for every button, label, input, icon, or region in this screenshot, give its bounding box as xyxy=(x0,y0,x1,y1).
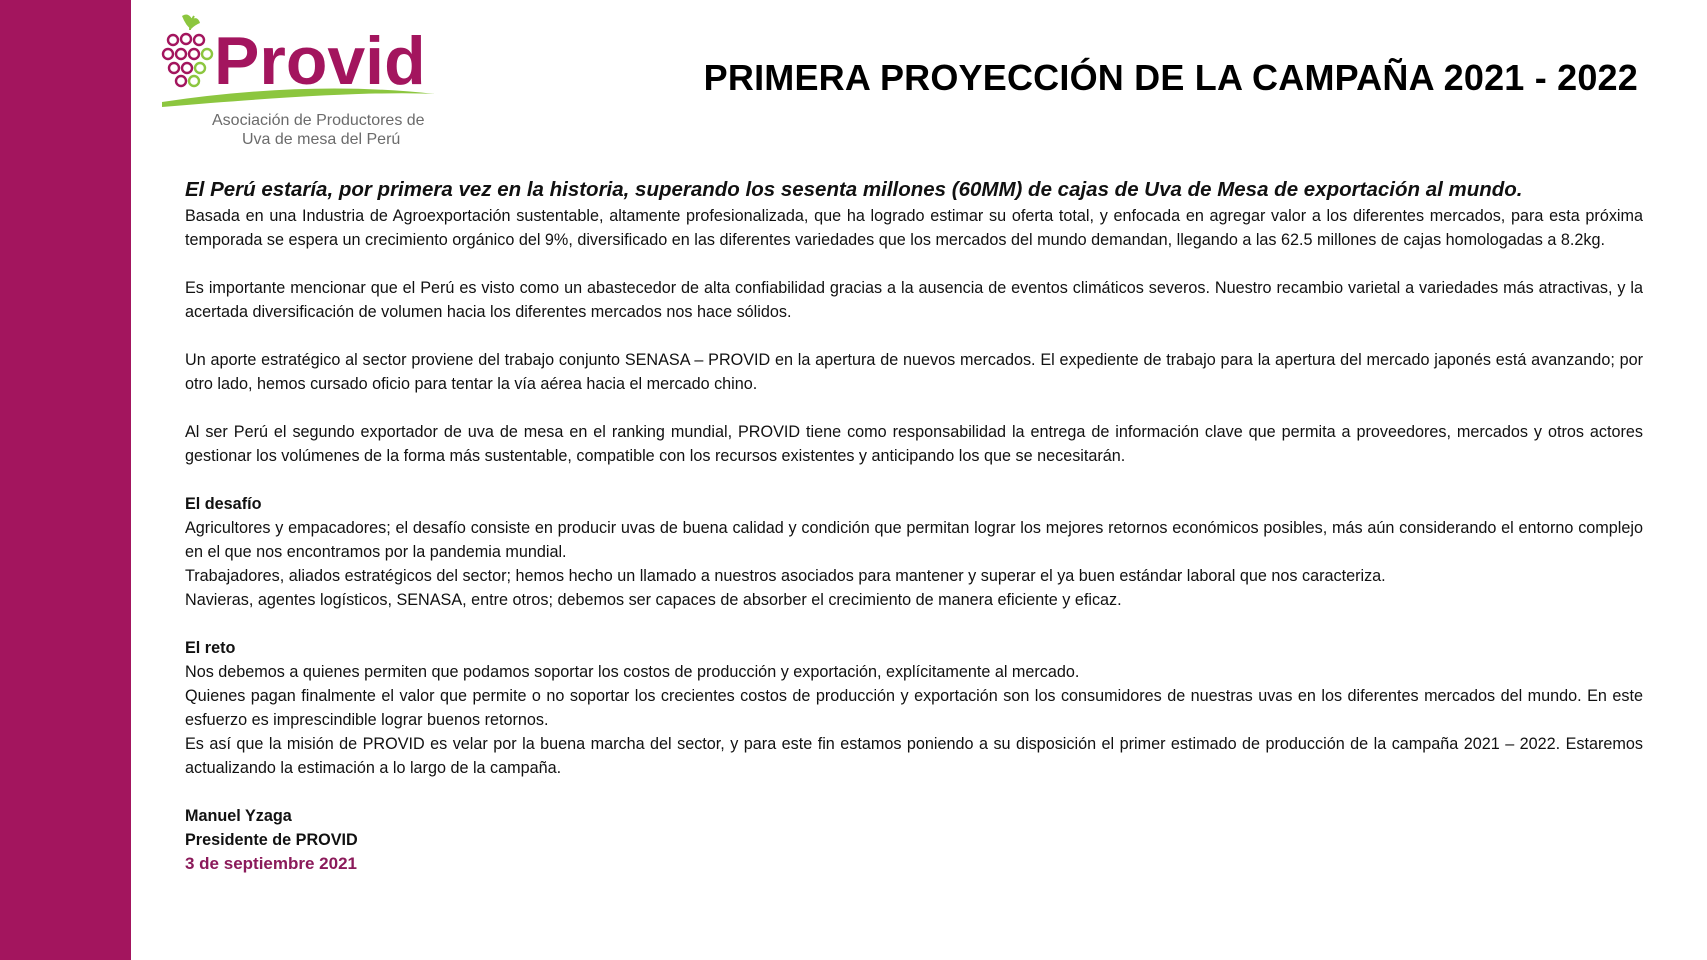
desafio-line: Navieras, agentes logísticos, SENASA, entre otros; debemos ser capaces de absorber el crecimiento de manera eficiente y eficaz. xyxy=(185,591,1122,609)
desafio-line: Trabajadores, aliados estratégicos del sector; hemos hecho un llamado a nuestros asociados para mantener y superar el ya buen estándar laboral que nos caracteriza. xyxy=(185,567,1386,585)
paragraph: Es importante mencionar que el Perú es visto como un abastecedor de alta confiabilidad gracias a la ausencia de eventos climáticos severos. Nuestro recambio varietal a variedades más atractivas, y la acertada diversificación de volumen hacia los diferentes mercados nos hace sólidos. xyxy=(185,279,1643,321)
reto-line: Es así que la misión de PROVID es velar por la buena marcha del sector, y para este fin estamos poniendo a su disposición el primer estimado de producción de la campaña 2021 – 2022. Estaremos actualizando la estimación a lo largo de la campaña. xyxy=(185,735,1643,777)
paragraph: Al ser Perú el segundo exportador de uva de mesa en el ranking mundial, PROVID tiene como responsabilidad la entrega de información clave que permita a proveedores, mercados y otros actores gestionar los volúmenes de la forma más sustentable, compatible con los recursos existentes y anticipando los que se necesitarán. xyxy=(185,423,1643,465)
provid-logo xyxy=(160,10,495,158)
document-body xyxy=(185,176,1643,876)
document-date: 3 de septiembre 2021 xyxy=(185,854,357,873)
paragraph: Un aporte estratégico al sector proviene del trabajo conjunto SENASA – PROVID en la apertura de nuevos mercados. El expediente de trabajo para la apertura del mercado japonés está avanzando; por otro lado, hemos cursado oficio para tentar la vía aérea hacia el mercado chino. xyxy=(185,351,1643,393)
document-title: PRIMERA PROYECCIÓN DE LA CAMPAÑA 2021 - 2022 xyxy=(703,57,1638,98)
headline: El Perú estaría, por primera vez en la historia, superando los sesenta millones (60MM) de cajas de Uva de Mesa de exportación al mundo. xyxy=(185,178,1523,201)
section-title-reto: El reto xyxy=(185,639,236,657)
signature-name: Manuel Yzaga xyxy=(185,807,292,825)
paragraph: Basada en una Industria de Agroexportación sustentable, altamente profesionalizada, que ha logrado estimar su oferta total, y enfocada en agregar valor a los diferentes mercados, para esta próxima temporada se espera un crecimiento orgánico del 9%, diversificado en las diferentes variedades que los mercados del mundo demandan, llegando a las 62.5 millones de cajas homologadas a 8.2kg. xyxy=(185,207,1643,249)
section-title-desafio: El desafío xyxy=(185,495,262,513)
sidebar-color-bar xyxy=(0,0,131,960)
logo-subtitle-line1: Asociación de Productores de xyxy=(212,112,425,129)
reto-line: Quienes pagan finalmente el valor que permite o no soportar los crecientes costos de producción y exportación son los consumidores de nuestras uvas en los diferentes mercados del mundo. En este esfuerzo es imprescindible lograr buenos retornos. xyxy=(185,687,1643,729)
desafio-line: Agricultores y empacadores; el desafío consiste en producir uvas de buena calidad y condición que permitan lograr los mejores retornos económicos posibles, más aún considerando el entorno complejo en el que nos encontramos por la pandemia mundial. xyxy=(185,519,1643,561)
logo-subtitle-line2: Uva de mesa del Perú xyxy=(242,131,401,148)
logo-wordmark: Provid xyxy=(214,23,426,99)
signature-role: Presidente de PROVID xyxy=(185,831,358,849)
reto-line: Nos debemos a quienes permiten que podamos soportar los costos de producción y exportación, explícitamente al mercado. xyxy=(185,663,1080,681)
